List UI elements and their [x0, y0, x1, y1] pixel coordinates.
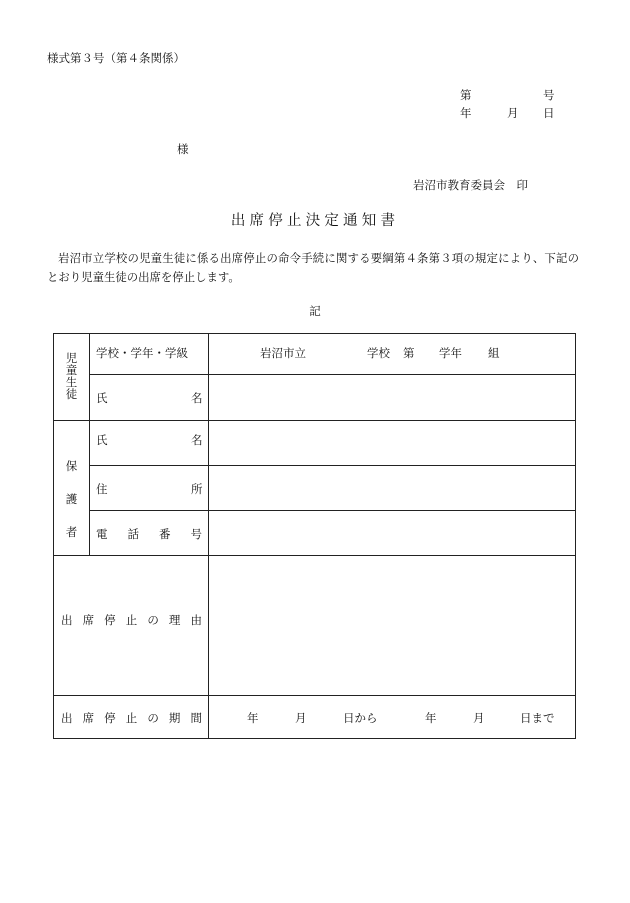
period-char: 間 — [190, 711, 202, 725]
reason-char: 由 — [190, 613, 202, 627]
period-from-year: 年 — [247, 711, 259, 725]
grade-dai: 第 — [403, 346, 415, 360]
doc-number-go: 号 — [543, 88, 555, 102]
period-label — [61, 713, 202, 725]
period-from-day: 日から — [343, 711, 378, 725]
date-year-label: 年 — [460, 106, 472, 120]
issuer: 岩沼市教育委員会 印 — [413, 178, 528, 192]
student-group-text: 児 童 生 徒 — [65, 351, 78, 402]
reason-char: 止 — [125, 613, 138, 627]
table-line — [54, 695, 576, 696]
city-prefix: 岩沼市立 — [260, 346, 306, 360]
doc-number-dai: 第 — [460, 88, 472, 102]
period-to-day: 日まで — [520, 711, 555, 725]
student-group-label — [54, 352, 89, 400]
guardian-group-label — [54, 450, 89, 548]
reason-char: 停 — [104, 613, 116, 627]
notice-table — [53, 333, 576, 739]
period-char: 席 — [82, 711, 95, 725]
reason-label — [61, 615, 202, 627]
reason-char: 出 — [61, 613, 73, 627]
ki-marker: 記 — [309, 304, 321, 318]
class-suffix: 組 — [488, 346, 500, 360]
guardian-address-label-a: 住 — [96, 482, 108, 496]
table-line — [54, 420, 576, 421]
addressee-suffix: 様 — [177, 142, 189, 156]
table-line — [208, 334, 209, 739]
reason-char: 席 — [82, 613, 95, 627]
phone-char: 番 — [159, 527, 171, 541]
grade-suffix: 学年 — [439, 346, 462, 360]
period-to-year: 年 — [425, 711, 437, 725]
period-from-month: 月 — [295, 711, 307, 725]
form-number: 様式第３号（第４条関係） — [47, 51, 185, 65]
date-day-label: 日 — [543, 106, 555, 120]
table-line — [89, 334, 90, 555]
guardian-group-text: 保 護 者 — [65, 459, 78, 539]
guardian-name-label-a: 氏 — [96, 433, 108, 447]
table-line — [89, 465, 576, 466]
period-to-month: 月 — [473, 711, 485, 725]
table-line — [89, 374, 576, 375]
phone-char: 号 — [190, 527, 202, 541]
student-name-label-b: 名 — [191, 391, 203, 405]
period-char: 期 — [168, 711, 181, 725]
school-grade-class-label: 学校・学年・学級 — [96, 346, 188, 360]
period-char: の — [147, 711, 159, 725]
student-name-label-a: 氏 — [96, 391, 108, 405]
guardian-name-label-b: 名 — [191, 433, 203, 447]
table-line — [54, 555, 576, 556]
guardian-phone-label — [96, 529, 202, 541]
period-char: 止 — [125, 711, 138, 725]
reason-char: の — [147, 613, 159, 627]
notice-body: 岩沼市立学校の児童生徒に係る出席停止の命令手続に関する要綱第４条第３項の規定により、下記のとおり児童生徒の出席を停止します。 — [47, 251, 579, 284]
school-suffix: 学校 — [367, 346, 390, 360]
phone-char: 電 — [96, 527, 108, 541]
guardian-address-label-b: 所 — [191, 482, 203, 496]
date-month-label: 月 — [507, 106, 519, 120]
period-char: 出 — [61, 711, 73, 725]
reason-char: 理 — [168, 613, 181, 627]
phone-char: 話 — [127, 527, 139, 541]
period-char: 停 — [104, 711, 116, 725]
document-title: 出席停止決定通知書 — [230, 213, 400, 229]
table-line — [89, 510, 576, 511]
